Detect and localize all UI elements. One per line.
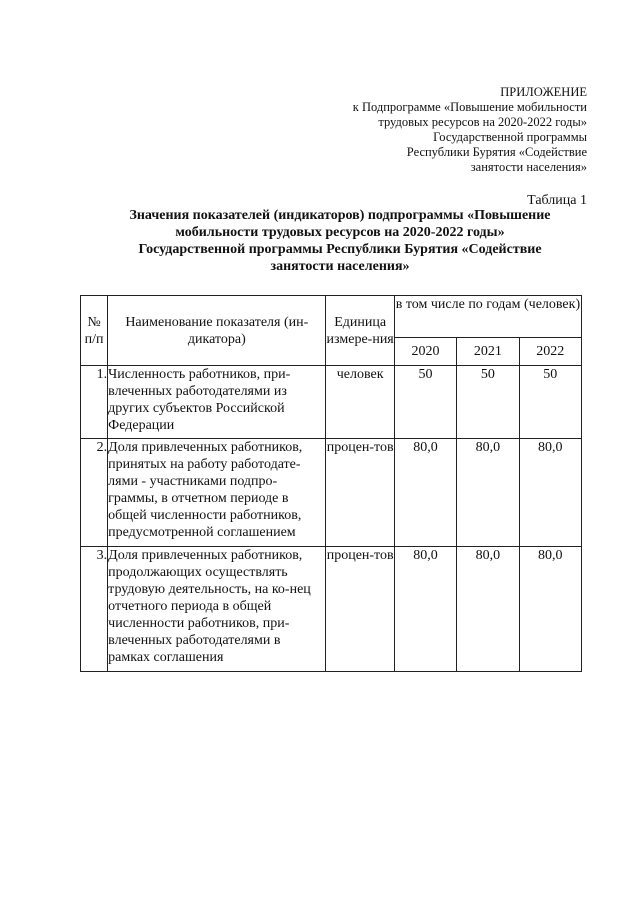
- row-indicator-name: Численность работников, при-влеченных работодателями из других субъектов Российской Федерации: [108, 366, 326, 439]
- row-unit: процен-тов: [326, 439, 394, 547]
- header-year-2021: 2021: [457, 338, 519, 366]
- table-row: [81, 547, 582, 672]
- indicators-table: [80, 295, 582, 672]
- appendix-line: трудовых ресурсов на 2020-2022 годы»: [378, 115, 587, 129]
- header-years-group: в том числе по годам (человек): [394, 296, 581, 338]
- row-indicator-name: Доля привлеченных работников, продолжающих осуществлять трудовую деятельность, на ко-нец отчетного периода в общей численности работников, при-влеченных работодателями в рамках соглашения: [108, 547, 326, 672]
- header-row: [81, 296, 582, 338]
- row-number: 1.: [81, 366, 108, 439]
- row-value-2020: 80,0: [394, 547, 456, 672]
- table-label: Таблица 1: [527, 193, 587, 208]
- header-indicator-name: Наименование показателя (ин-дикатора): [108, 296, 326, 366]
- appendix-line: занятости населения»: [470, 160, 587, 174]
- header-unit: Единица измере-ния: [326, 296, 394, 366]
- row-unit: человек: [326, 366, 394, 439]
- header-year-2020: 2020: [394, 338, 456, 366]
- appendix-line: ПРИЛОЖЕНИЕ: [500, 85, 587, 99]
- table-row: [81, 366, 582, 439]
- row-number: 3.: [81, 547, 108, 672]
- appendix-line: к Подпрограмме «Повышение мобильности: [352, 100, 587, 114]
- header-number: № п/п: [81, 296, 108, 366]
- appendix-header: [353, 85, 587, 175]
- title-line: мобильности трудовых ресурсов на 2020-2022 годы»: [175, 225, 505, 240]
- row-value-2021: 80,0: [457, 547, 519, 672]
- row-indicator-name: Доля привлеченных работников, принятых на работу работодате-лями - участниками подпро-граммы, в отчетном периоде в общей численности работников, предусмотренной соглашением: [108, 439, 326, 547]
- document-title: [90, 207, 590, 275]
- row-number: 2.: [81, 439, 108, 547]
- table-row: [81, 439, 582, 547]
- row-value-2020: 80,0: [394, 439, 456, 547]
- appendix-line: Государственной программы: [433, 130, 587, 144]
- title-line: Значения показателей (индикаторов) подпрограммы «Повышение: [129, 208, 551, 223]
- row-value-2021: 80,0: [457, 439, 519, 547]
- title-line: Государственной программы Республики Бурятия «Содействие: [138, 242, 542, 257]
- row-unit: процен-тов: [326, 547, 394, 672]
- appendix-line: Республики Бурятия «Содействие: [406, 145, 587, 159]
- title-line: занятости населения»: [270, 259, 410, 274]
- row-value-2022: 80,0: [519, 547, 581, 672]
- row-value-2021: 50: [457, 366, 519, 439]
- row-value-2020: 50: [394, 366, 456, 439]
- row-value-2022: 50: [519, 366, 581, 439]
- header-year-2022: 2022: [519, 338, 581, 366]
- row-value-2022: 80,0: [519, 439, 581, 547]
